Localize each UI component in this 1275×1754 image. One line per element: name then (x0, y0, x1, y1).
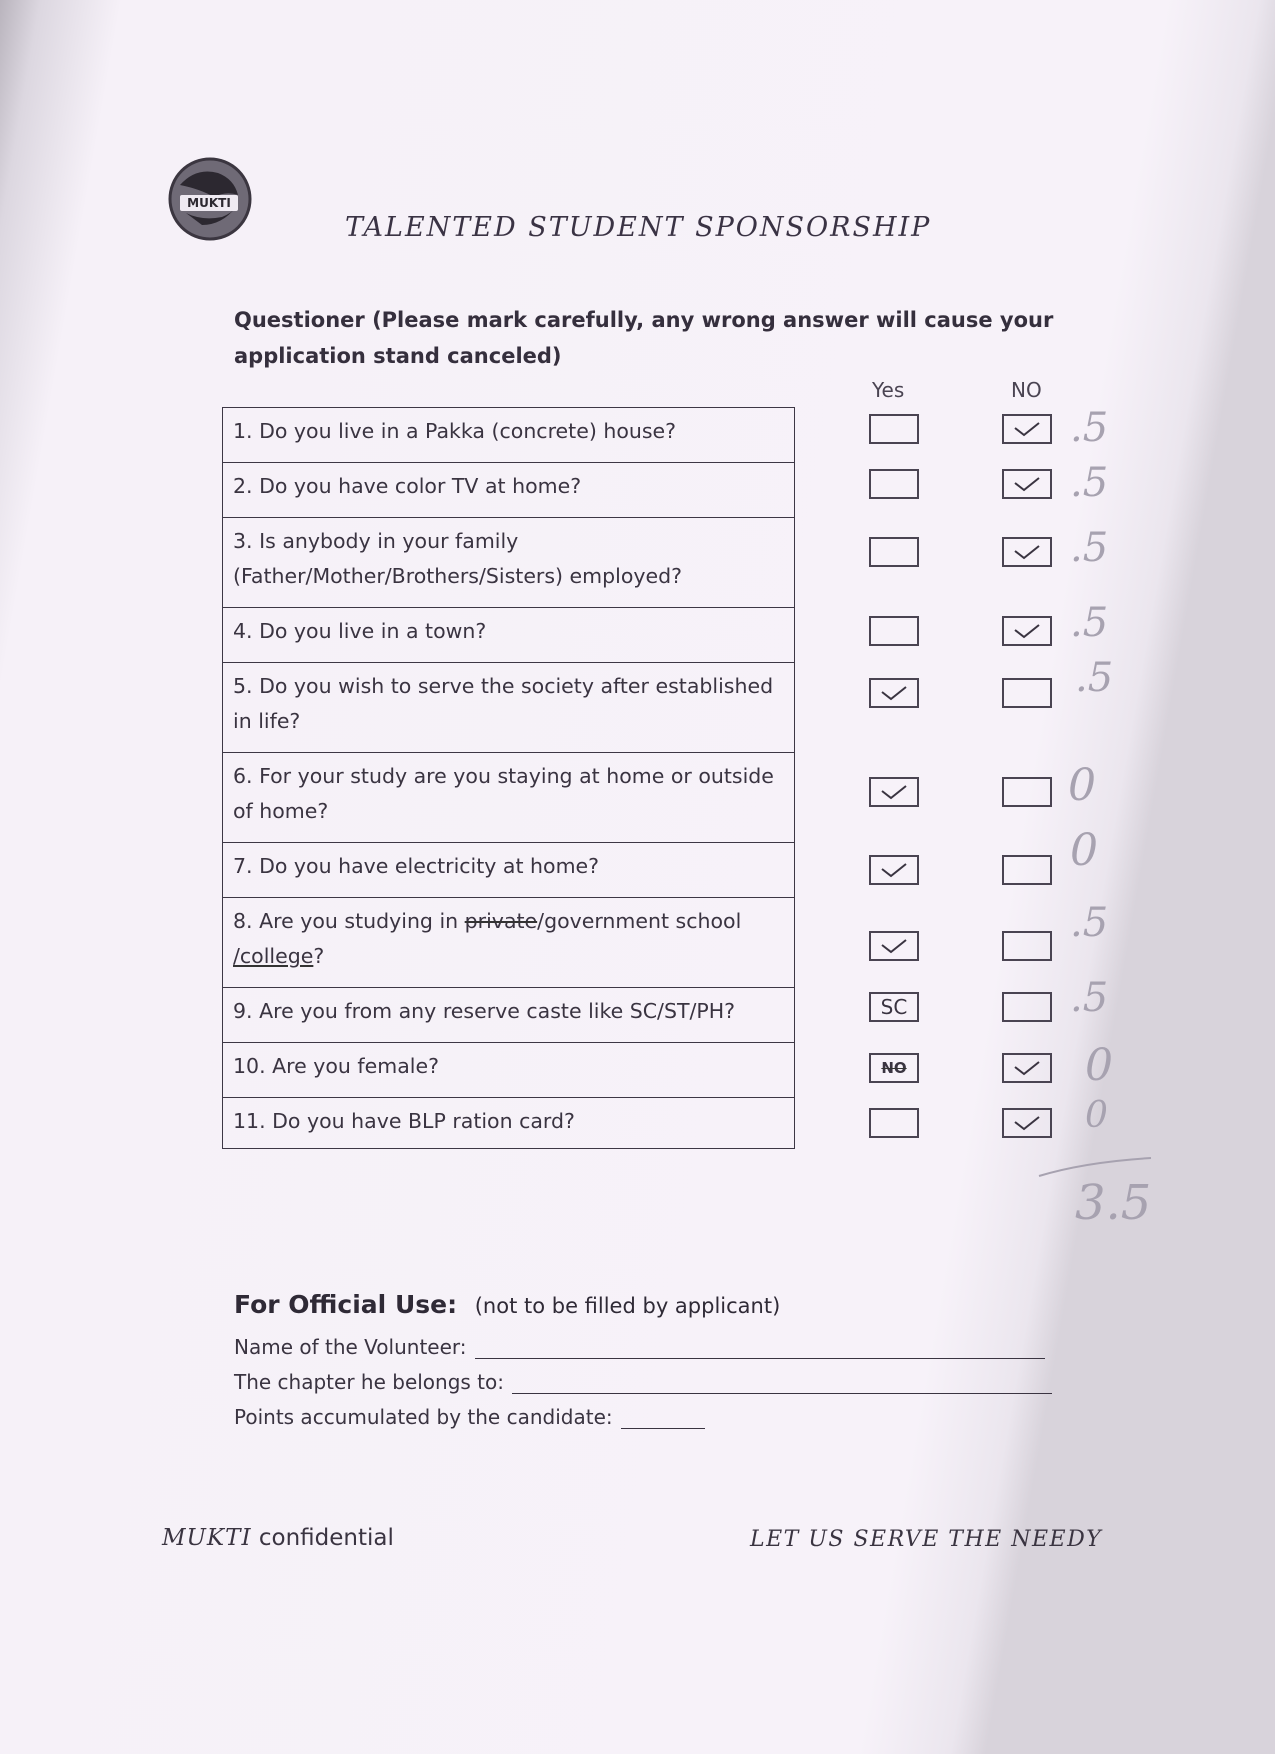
official-use-heading (234, 1290, 780, 1319)
footer-brand: MUKTI (162, 1525, 252, 1551)
checkbox-q3-no[interactable] (1002, 537, 1052, 567)
official-use-title: For Official Use: (234, 1290, 458, 1319)
checkmark-icon (879, 782, 909, 802)
checkmark-icon (1012, 474, 1042, 494)
chapter-input-line[interactable] (512, 1375, 1052, 1394)
checkbox-q8-yes[interactable] (869, 931, 919, 961)
checkbox-text: NO (881, 1059, 907, 1077)
checkbox-q3-yes[interactable] (869, 537, 919, 567)
score-1: .5 (1070, 405, 1109, 451)
checkmark-icon (1012, 419, 1042, 439)
checkbox-q7-yes[interactable] (869, 855, 919, 885)
footer-confidential: MUKTI confidential (162, 1525, 394, 1551)
score-8: .5 (1070, 900, 1109, 946)
question-table (222, 407, 795, 1149)
logo-text: MUKTI (187, 196, 231, 210)
checkbox-q4-no[interactable] (1002, 616, 1052, 646)
question-11: 11. Do you have BLP ration card? (223, 1098, 794, 1149)
underlined-option: /college (233, 944, 314, 968)
points-field: Points accumulated by the candidate: (234, 1405, 705, 1429)
checkbox-q6-no[interactable] (1002, 777, 1052, 807)
checkmark-icon (879, 936, 909, 956)
total-score: 3.5 (1075, 1175, 1152, 1231)
score-5: .5 (1075, 655, 1114, 701)
score-4: .5 (1070, 600, 1109, 646)
volunteer-input-line[interactable] (475, 1340, 1045, 1359)
score-10: 0 (1085, 1040, 1113, 1091)
volunteer-field: Name of the Volunteer: (234, 1335, 1045, 1359)
column-header-yes: Yes (872, 378, 905, 402)
question-3: 3. Is anybody in your family (Father/Mother/Brothers/Sisters) employed? (223, 518, 794, 608)
struck-option: private (464, 909, 538, 933)
checkmark-icon (1012, 621, 1042, 641)
question-4: 4. Do you live in a town? (223, 608, 794, 663)
checkbox-q1-no[interactable] (1002, 414, 1052, 444)
checkbox-q5-yes[interactable] (869, 678, 919, 708)
checkbox-q4-yes[interactable] (869, 616, 919, 646)
score-9: .5 (1070, 975, 1109, 1021)
column-header-no: NO (1011, 378, 1042, 402)
question-9: 9. Are you from any reserve caste like SC/ST/PH? (223, 988, 794, 1043)
checkbox-q2-yes[interactable] (869, 469, 919, 499)
checkbox-q10-no[interactable] (1002, 1053, 1052, 1083)
checkbox-q9-yes[interactable] (869, 992, 919, 1022)
score-6: 0 (1068, 760, 1096, 811)
score-3: .5 (1070, 525, 1109, 571)
official-use-note: (not to be filled by applicant) (474, 1294, 781, 1318)
checkbox-q10-yes[interactable] (869, 1053, 919, 1083)
checkbox-q8-no[interactable] (1002, 931, 1052, 961)
mukti-logo (166, 155, 254, 243)
question-10: 10. Are you female? (223, 1043, 794, 1098)
checkbox-text: SC (880, 995, 908, 1019)
checkbox-q11-no[interactable] (1002, 1108, 1052, 1138)
checkbox-q6-yes[interactable] (869, 777, 919, 807)
question-8: 8. Are you studying in private/government school /college? (223, 898, 794, 988)
chapter-field: The chapter he belongs to: (234, 1370, 1052, 1394)
score-2: .5 (1070, 460, 1109, 506)
question-2: 2. Do you have color TV at home? (223, 463, 794, 518)
checkmark-icon (879, 683, 909, 703)
question-6: 6. For your study are you staying at home or outside of home? (223, 753, 794, 843)
checkbox-q7-no[interactable] (1002, 855, 1052, 885)
checkmark-icon (1012, 542, 1042, 562)
score-7: 0 (1070, 825, 1098, 876)
form-title: TALENTED STUDENT SPONSORSHIP (345, 212, 932, 243)
checkbox-q5-no[interactable] (1002, 678, 1052, 708)
score-11: 0 (1085, 1095, 1108, 1136)
checkbox-q1-yes[interactable] (869, 414, 919, 444)
checkbox-q11-yes[interactable] (869, 1108, 919, 1138)
question-1: 1. Do you live in a Pakka (concrete) house? (223, 408, 794, 463)
instructions: Questioner (Please mark carefully, any wrong answer will cause your application stand canceled) (234, 308, 1054, 368)
footer-motto: LET US SERVE THE NEEDY (750, 1527, 1103, 1552)
checkmark-icon (879, 860, 909, 880)
points-input-line[interactable] (621, 1410, 705, 1429)
checkbox-q2-no[interactable] (1002, 469, 1052, 499)
question-7: 7. Do you have electricity at home? (223, 843, 794, 898)
checkmark-icon (1012, 1113, 1042, 1133)
checkmark-icon (1012, 1058, 1042, 1078)
checkbox-q9-no[interactable] (1002, 992, 1052, 1022)
question-5: 5. Do you wish to serve the society after established in life? (223, 663, 794, 753)
